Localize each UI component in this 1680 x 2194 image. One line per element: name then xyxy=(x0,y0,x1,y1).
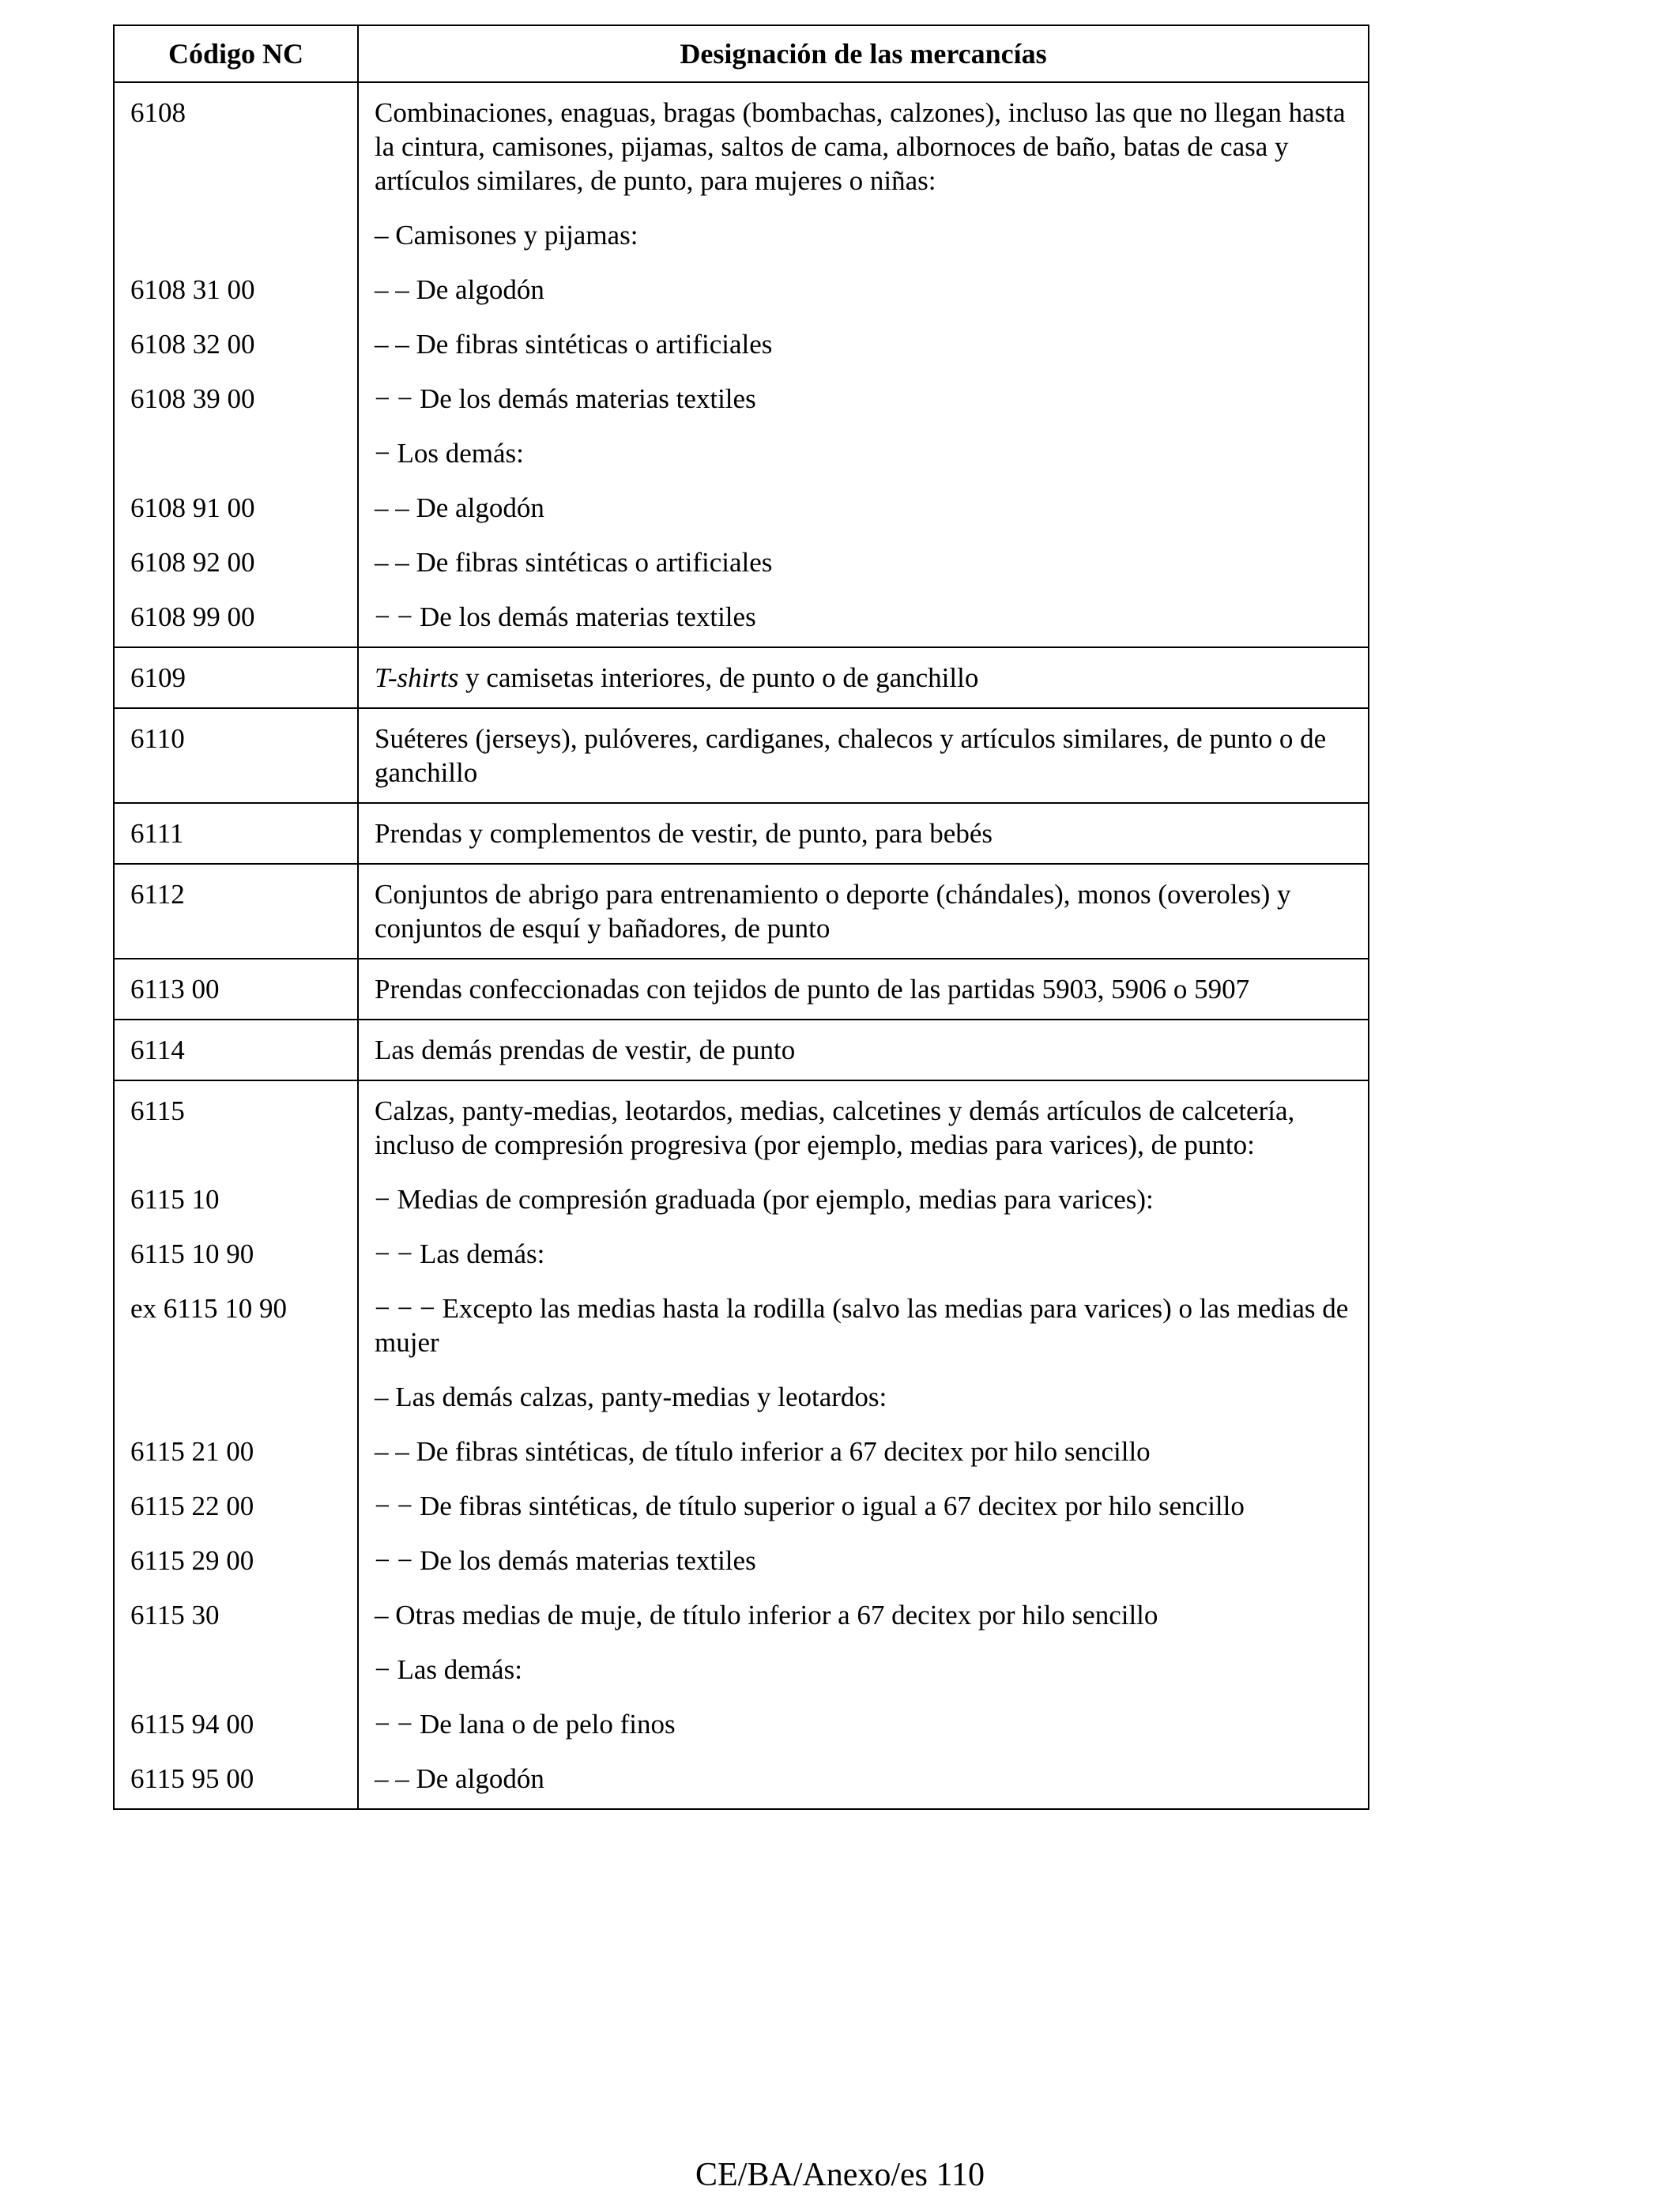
header-description: Designación de las mercancías xyxy=(358,25,1369,82)
description-line: − − − Excepto las medias hasta la rodilla (salvo las medias para varices) o las medias de mujer xyxy=(375,1293,1349,1358)
code-cell xyxy=(114,959,358,1020)
description-cell xyxy=(358,959,1369,1020)
table-row xyxy=(114,803,1369,864)
code-line: 6108 39 00 xyxy=(130,383,255,414)
table-row xyxy=(114,864,1369,959)
code-line: 6115 29 00 xyxy=(130,1545,254,1576)
code-line: 6108 92 00 xyxy=(130,547,255,578)
code-line: 6115 10 90 xyxy=(130,1238,254,1269)
code-line: 6115 95 00 xyxy=(130,1763,254,1794)
description-cell xyxy=(358,1020,1369,1080)
header-code: Código NC xyxy=(114,25,358,82)
code-line: 6108 99 00 xyxy=(130,601,255,632)
description-line: – – De fibras sintéticas o artificiales xyxy=(375,329,773,360)
description-line xyxy=(375,661,1354,695)
description-line: Calzas, panty-medias, leotardos, medias, calcetines y demás artículos de calcetería, incluso de compresión progresiva (por ejemplo, medias para varices), de punto: xyxy=(375,1095,1295,1160)
code-line: 6108 31 00 xyxy=(130,274,255,305)
description-line: – – De fibras sintéticas, de título inferior a 67 decitex por hilo sencillo xyxy=(375,1436,1151,1467)
code-line: 6108 xyxy=(130,97,186,128)
code-line: 6112 xyxy=(130,879,185,910)
description-line: Conjuntos de abrigo para entrenamiento o deporte (chándales), monos (overoles) y conjuntos de esquí y bañadores, de punto xyxy=(375,879,1291,944)
code-line: 6115 22 00 xyxy=(130,1491,254,1521)
description-line: Combinaciones, enaguas, bragas (bombachas, calzones), incluso las que no llegan hasta la cintura, camisones, pijamas, saltos de cama, albornoces de baño, batas de casa y artículos similares, de punto, para mujeres o niñas: xyxy=(375,97,1346,196)
code-cell xyxy=(114,647,358,708)
description-cell xyxy=(358,864,1369,959)
description-line: Prendas confeccionadas con tejidos de punto de las partidas 5903, 5906 o 5907 xyxy=(375,974,1250,1005)
table-row xyxy=(114,1080,1369,1809)
description-cell xyxy=(358,647,1369,708)
description-line: − − De los demás materias textiles xyxy=(375,383,756,414)
description-line: – Otras medias de muje, de título inferior a 67 decitex por hilo sencillo xyxy=(375,1600,1158,1630)
description-line: – Las demás calzas, panty-medias y leotardos: xyxy=(375,1382,887,1412)
code-line xyxy=(130,436,343,470)
code-line: 6111 xyxy=(130,818,184,849)
code-line: 6109 xyxy=(130,662,186,693)
code-cell xyxy=(114,864,358,959)
code-line: 6115 30 xyxy=(130,1600,220,1630)
page-footer: CE/BA/Anexo/es 110 xyxy=(695,2157,985,2193)
description-cell xyxy=(358,1080,1369,1809)
code-line xyxy=(130,1653,343,1687)
table-row xyxy=(114,1020,1369,1080)
code-line: 6115 21 00 xyxy=(130,1436,254,1467)
table-header-row xyxy=(114,25,1369,82)
description-line: − − De los demás materias textiles xyxy=(375,1545,756,1576)
description-line: − − Las demás: xyxy=(375,1238,545,1269)
code-cell xyxy=(114,82,358,647)
table-row xyxy=(114,82,1369,647)
description-cell xyxy=(358,82,1369,647)
code-line: 6113 00 xyxy=(130,974,220,1005)
description-line: – – De algodón xyxy=(375,274,544,305)
italic-term: T-shirts xyxy=(375,662,459,693)
description-line: − − De los demás materias textiles xyxy=(375,601,756,632)
description-line: − Los demás: xyxy=(375,438,524,469)
code-line: 6110 xyxy=(130,723,185,754)
code-line: 6108 91 00 xyxy=(130,492,255,523)
code-line: 6115 10 xyxy=(130,1184,220,1215)
table-body xyxy=(114,82,1369,1809)
code-cell xyxy=(114,708,358,803)
description-line: − Las demás: xyxy=(375,1654,522,1685)
table-row xyxy=(114,959,1369,1020)
code-cell xyxy=(114,803,358,864)
description-line: – – De algodón xyxy=(375,1763,544,1794)
description-line: – – De algodón xyxy=(375,492,544,523)
code-line xyxy=(130,1380,343,1414)
code-line: 6115 xyxy=(130,1095,185,1126)
table-row xyxy=(114,708,1369,803)
description-line: – – De fibras sintéticas o artificiales xyxy=(375,547,773,578)
table-row xyxy=(114,647,1369,708)
description-cell xyxy=(358,708,1369,803)
description-line: − Medias de compresión graduada (por ejemplo, medias para varices): xyxy=(375,1184,1154,1215)
description-line: Prendas y complementos de vestir, de punto, para bebés xyxy=(375,818,993,849)
code-line: 6115 94 00 xyxy=(130,1709,254,1740)
code-line: ex 6115 10 90 xyxy=(130,1293,287,1324)
description-cell xyxy=(358,803,1369,864)
description-text: y camisetas interiores, de punto o de ganchillo xyxy=(458,662,979,693)
tariff-table xyxy=(113,25,1369,1810)
code-line xyxy=(130,218,343,252)
code-cell xyxy=(114,1080,358,1809)
description-line: − − De lana o de pelo finos xyxy=(375,1709,676,1740)
description-line: − − De fibras sintéticas, de título superior o igual a 67 decitex por hilo sencillo xyxy=(375,1491,1245,1521)
description-line: Suéteres (jerseys), pulóveres, cardiganes, chalecos y artículos similares, de punto o de ganchillo xyxy=(375,723,1327,788)
description-line: – Camisones y pijamas: xyxy=(375,220,638,251)
description-line: Las demás prendas de vestir, de punto xyxy=(375,1035,796,1065)
code-cell xyxy=(114,1020,358,1080)
code-line: 6108 32 00 xyxy=(130,329,255,360)
code-line: 6114 xyxy=(130,1035,185,1065)
